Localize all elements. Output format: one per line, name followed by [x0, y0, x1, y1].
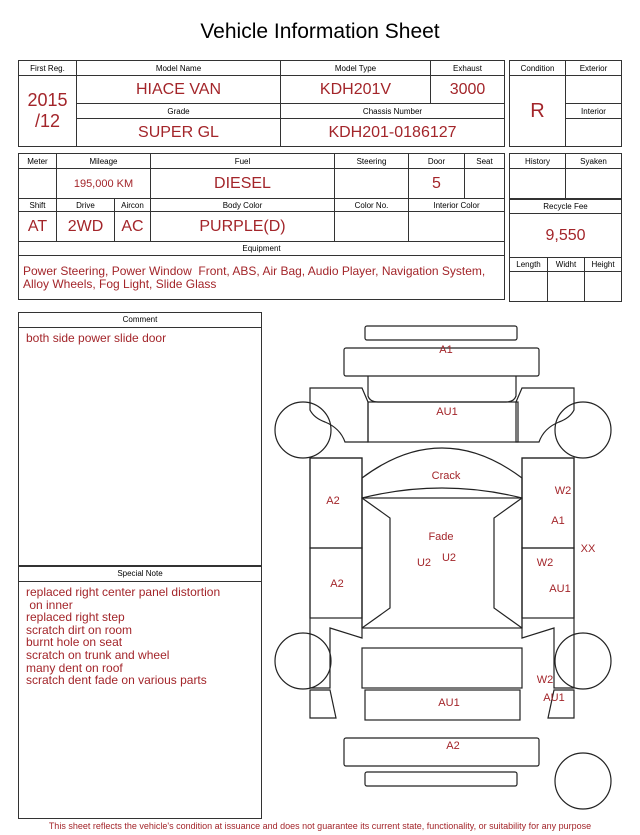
front-right-wheel [555, 402, 611, 458]
special-note-panel [18, 566, 262, 819]
fuel-label: Fuel [151, 154, 335, 169]
rear-bumper-outer [365, 772, 517, 786]
width-label: Widht [548, 258, 585, 272]
condition-table [509, 60, 622, 147]
chassis-number-label: Chassis Number [281, 104, 505, 119]
color-no-label: Color No. [335, 199, 409, 212]
aircon-label: Aircon [115, 199, 151, 212]
meter-label: Meter [19, 154, 57, 169]
mark-left-rear-door: A2 [330, 578, 344, 590]
vehicle-detail-table [18, 153, 505, 300]
spare-tire [555, 753, 611, 809]
mark-roof-u2-right: U2 [441, 552, 457, 564]
rear-left-wheel [275, 633, 331, 689]
rear-left-quarter [310, 690, 336, 718]
fuel-value: DIESEL [151, 169, 335, 199]
vehicle-info-table [18, 60, 505, 147]
mark-roof-u2-left: U2 [416, 557, 432, 569]
steering-label: Steering [335, 154, 409, 169]
mark-hood: AU1 [436, 406, 458, 418]
roof-left-edge [362, 498, 390, 628]
door-label: Door [409, 154, 465, 169]
body-color-value: PURPLE(D) [151, 212, 335, 242]
grade-label: Grade [77, 104, 281, 119]
drive-value: 2WD [57, 212, 115, 242]
rear-bumper [344, 738, 539, 766]
special-note-text: replaced right center panel distortion on inner replaced right step scratch dirt on room burnt hole on seat scratch on trunk and wheel many dent on roof scratch dent fade on various parts [26, 585, 221, 688]
chassis-number-value: KDH201-0186127 [281, 119, 505, 147]
left-side-front [310, 458, 362, 688]
shift-value: AT [19, 212, 57, 242]
front-left-wheel [275, 402, 331, 458]
rear-right-wheel [555, 633, 611, 689]
history-table [509, 153, 622, 199]
mark-right-step: XX [580, 543, 596, 555]
roof-right-edge [494, 498, 522, 628]
equipment-value: Power Steering, Power Window Front, ABS, Air Bag, Audio Player, Navigation System, Alloy Wheels, Fog Light, Slide Glass [19, 256, 505, 300]
condition-label: Condition [510, 61, 566, 76]
mark-right-rear-quarter-2: AU1 [543, 692, 565, 704]
shift-label: Shift [19, 199, 57, 212]
body-color-label: Body Color [151, 199, 335, 212]
front-bumper-outer [365, 326, 517, 340]
mark-left-front-door: A2 [326, 495, 340, 507]
mark-back-door: AU1 [438, 697, 460, 709]
syaken-label: Syaken [566, 154, 622, 169]
vehicle-damage-diagram [270, 318, 620, 818]
aircon-value: AC [115, 212, 151, 242]
mark-right-front-door: A1 [551, 515, 565, 527]
recycle-fee-value: 9,550 [510, 214, 622, 258]
mark-windshield: Crack [431, 470, 461, 482]
exhaust-label: Exhaust [431, 61, 505, 76]
length-label: Length [510, 258, 548, 272]
model-name-value: HIACE VAN [77, 76, 281, 104]
interior-color-label: Interior Color [409, 199, 505, 212]
model-type-label: Model Type [281, 61, 431, 76]
recycle-table [509, 199, 622, 302]
exterior-label: Exterior [566, 61, 622, 76]
front-grille [368, 376, 516, 402]
mark-right-rear-quarter: W2 [536, 674, 554, 686]
seat-label: Seat [465, 154, 505, 169]
condition-value: R [510, 76, 566, 147]
mileage-label: Mileage [57, 154, 151, 169]
equipment-label: Equipment [19, 242, 505, 256]
grade-value: SUPER GL [77, 119, 281, 147]
mark-right-rear-lower: AU1 [549, 583, 571, 595]
first-reg-label: First Reg. [19, 61, 77, 76]
exhaust-value: 3000 [431, 76, 505, 104]
mark-rear-bumper: A2 [446, 740, 460, 752]
recycle-fee-label: Recycle Fee [510, 200, 622, 214]
mark-front-bumper: A1 [439, 344, 453, 356]
special-note-label: Special Note [19, 567, 261, 582]
comment-panel [18, 312, 262, 566]
model-type-value: KDH201V [281, 76, 431, 104]
mark-roof-fade: Fade [428, 531, 454, 543]
page-title: Vehicle Information Sheet [200, 20, 440, 43]
mileage-value: 195,000 KM [57, 169, 151, 199]
front-right-fender [516, 388, 574, 442]
history-label: History [510, 154, 566, 169]
interior-label: Interior [566, 104, 622, 119]
rear-glass [362, 648, 522, 688]
mark-right-front-upper: W2 [554, 485, 572, 497]
height-label: Height [585, 258, 622, 272]
disclaimer-footer: This sheet reflects the vehicle's condition at issuance and does not guarantee its current state, functionality, or suitability for any purpose [48, 821, 592, 831]
mark-right-rear-door: W2 [536, 557, 554, 569]
right-front-door [522, 458, 574, 548]
drive-label: Drive [57, 199, 115, 212]
first-reg-value: 2015 /12 [19, 76, 77, 147]
comment-label: Comment [19, 313, 261, 328]
comment-text: both side power slide door [26, 331, 167, 345]
model-name-label: Model Name [77, 61, 281, 76]
front-left-fender [310, 388, 368, 442]
door-value: 5 [409, 169, 465, 199]
